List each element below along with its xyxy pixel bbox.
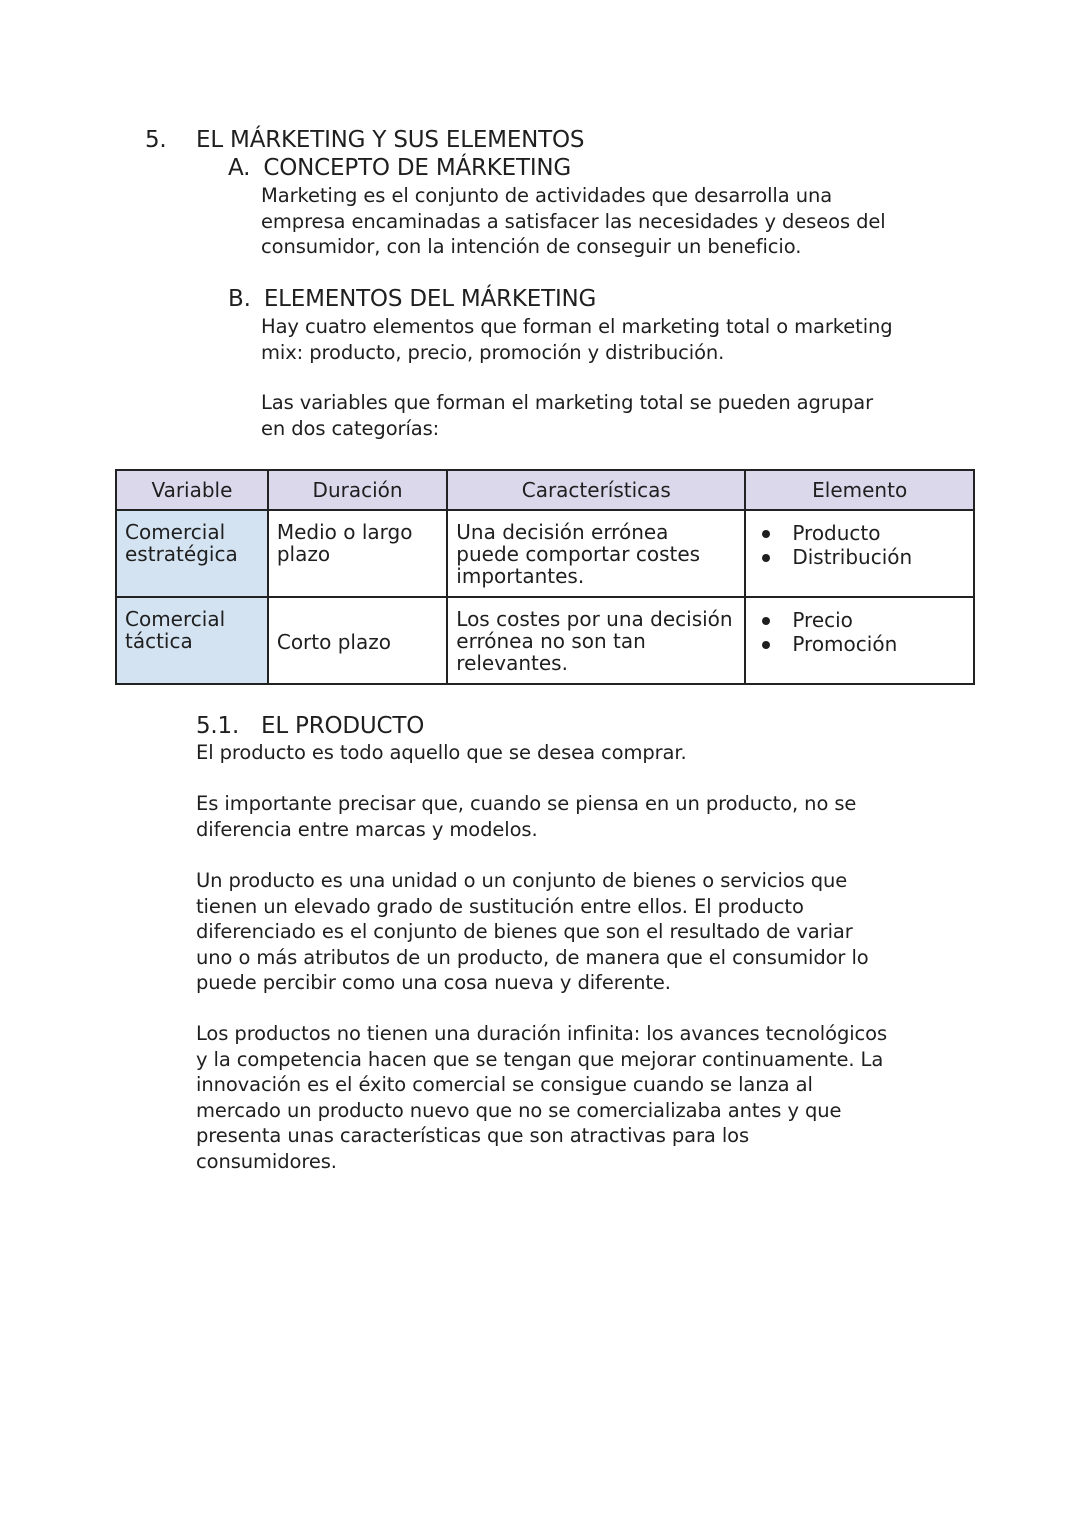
text-line: y la competencia hacen que se tengan que mejorar continuamente. La	[196, 1047, 884, 1071]
subsection-b-title: ELEMENTOS DEL MÁRKETING	[263, 286, 597, 312]
text-line: puede percibir como una cosa nueva y diferente.	[196, 971, 671, 994]
list-item: Distribución	[754, 545, 965, 569]
text-line: Hay cuatro elementos que forman el marketing total o marketing	[261, 315, 893, 338]
column-header-caracteristicas: Características	[447, 470, 745, 510]
subsection-a-title: CONCEPTO DE MÁRKETING	[263, 155, 572, 181]
text-line: uno o más atributos de un producto, de manera que el consumidor lo	[196, 945, 869, 969]
table-row	[116, 510, 974, 597]
cell-duracion: Corto plazo	[268, 597, 447, 684]
text-line: innovación es el éxito comercial se consigue cuando se lanza al	[196, 1073, 813, 1096]
subsection-51-heading	[196, 713, 425, 739]
subsection-a-body	[261, 183, 981, 260]
text-line: mercado un producto nuevo que no se comercializaba antes y que	[196, 1098, 842, 1122]
text-line: El producto es todo aquello que se desea comprar.	[196, 741, 687, 764]
subsection-51-title: EL PRODUCTO	[261, 713, 425, 739]
subsection-b-paragraph-2	[261, 390, 981, 441]
text-line: mix: producto, precio, promoción y distribución.	[261, 340, 725, 364]
subsection-51-number: 5.1.	[196, 713, 240, 739]
subsection-b-letter: B.	[228, 286, 251, 312]
element-list	[754, 608, 965, 656]
text-line: consumidores.	[196, 1149, 337, 1173]
element-list	[754, 521, 965, 569]
subsection-51-paragraph-1	[196, 740, 976, 766]
table-header-row	[116, 470, 974, 510]
cell-caracteristicas: Los costes por una decisión errónea no son tan relevantes.	[447, 597, 745, 684]
subsection-a-letter: A.	[228, 155, 251, 181]
text-line: en dos categorías:	[261, 416, 440, 440]
text-line: Las variables que forman el marketing total se pueden agrupar	[261, 391, 874, 414]
subsection-51-paragraph-4	[196, 1021, 996, 1174]
text-line: tienen un elevado grado de sustitución entre ellos. El producto	[196, 894, 804, 918]
cell-duracion: Medio o largo plazo	[268, 510, 447, 597]
text-line: presenta unas características que son atractivas para los	[196, 1124, 750, 1147]
list-item: Precio	[754, 608, 965, 632]
list-item: Promoción	[754, 632, 965, 656]
cell-variable: Comercial estratégica	[116, 510, 268, 597]
cell-variable: Comercial táctica	[116, 597, 268, 684]
subsection-51-paragraph-3	[196, 868, 976, 996]
text-line: Los productos no tienen una duración infinita: los avances tecnológicos	[196, 1022, 888, 1045]
text-line: empresa encaminadas a satisfacer las necesidades y deseos del	[261, 209, 886, 233]
text-line: diferenciado es el conjunto de bienes que son el resultado de variar	[196, 920, 853, 943]
cell-caracteristicas: Una decisión errónea puede comportar costes importantes.	[447, 510, 745, 597]
subsection-b-paragraph-1	[261, 314, 981, 365]
table-row	[116, 597, 974, 684]
marketing-variables-table	[115, 469, 975, 685]
section-title: EL MÁRKETING Y SUS ELEMENTOS	[196, 127, 585, 153]
cell-elemento	[745, 510, 974, 597]
column-header-variable: Variable	[116, 470, 268, 510]
section-number: 5.	[145, 127, 167, 153]
column-header-duracion: Duración	[268, 470, 447, 510]
subsection-a-heading	[228, 155, 571, 181]
text-line: Es importante precisar que, cuando se piensa en un producto, no se	[196, 792, 857, 815]
list-item: Producto	[754, 521, 965, 545]
text-line: Un producto es una unidad o un conjunto de bienes o servicios que	[196, 869, 848, 892]
text-line: diferencia entre marcas y modelos.	[196, 817, 538, 841]
text-line: consumidor, con la intención de conseguir un beneficio.	[261, 235, 802, 258]
cell-elemento	[745, 597, 974, 684]
column-header-elemento: Elemento	[745, 470, 974, 510]
subsection-51-paragraph-2	[196, 791, 976, 842]
subsection-b-heading	[228, 286, 596, 312]
text-line: Marketing es el conjunto de actividades que desarrolla una	[261, 184, 833, 207]
